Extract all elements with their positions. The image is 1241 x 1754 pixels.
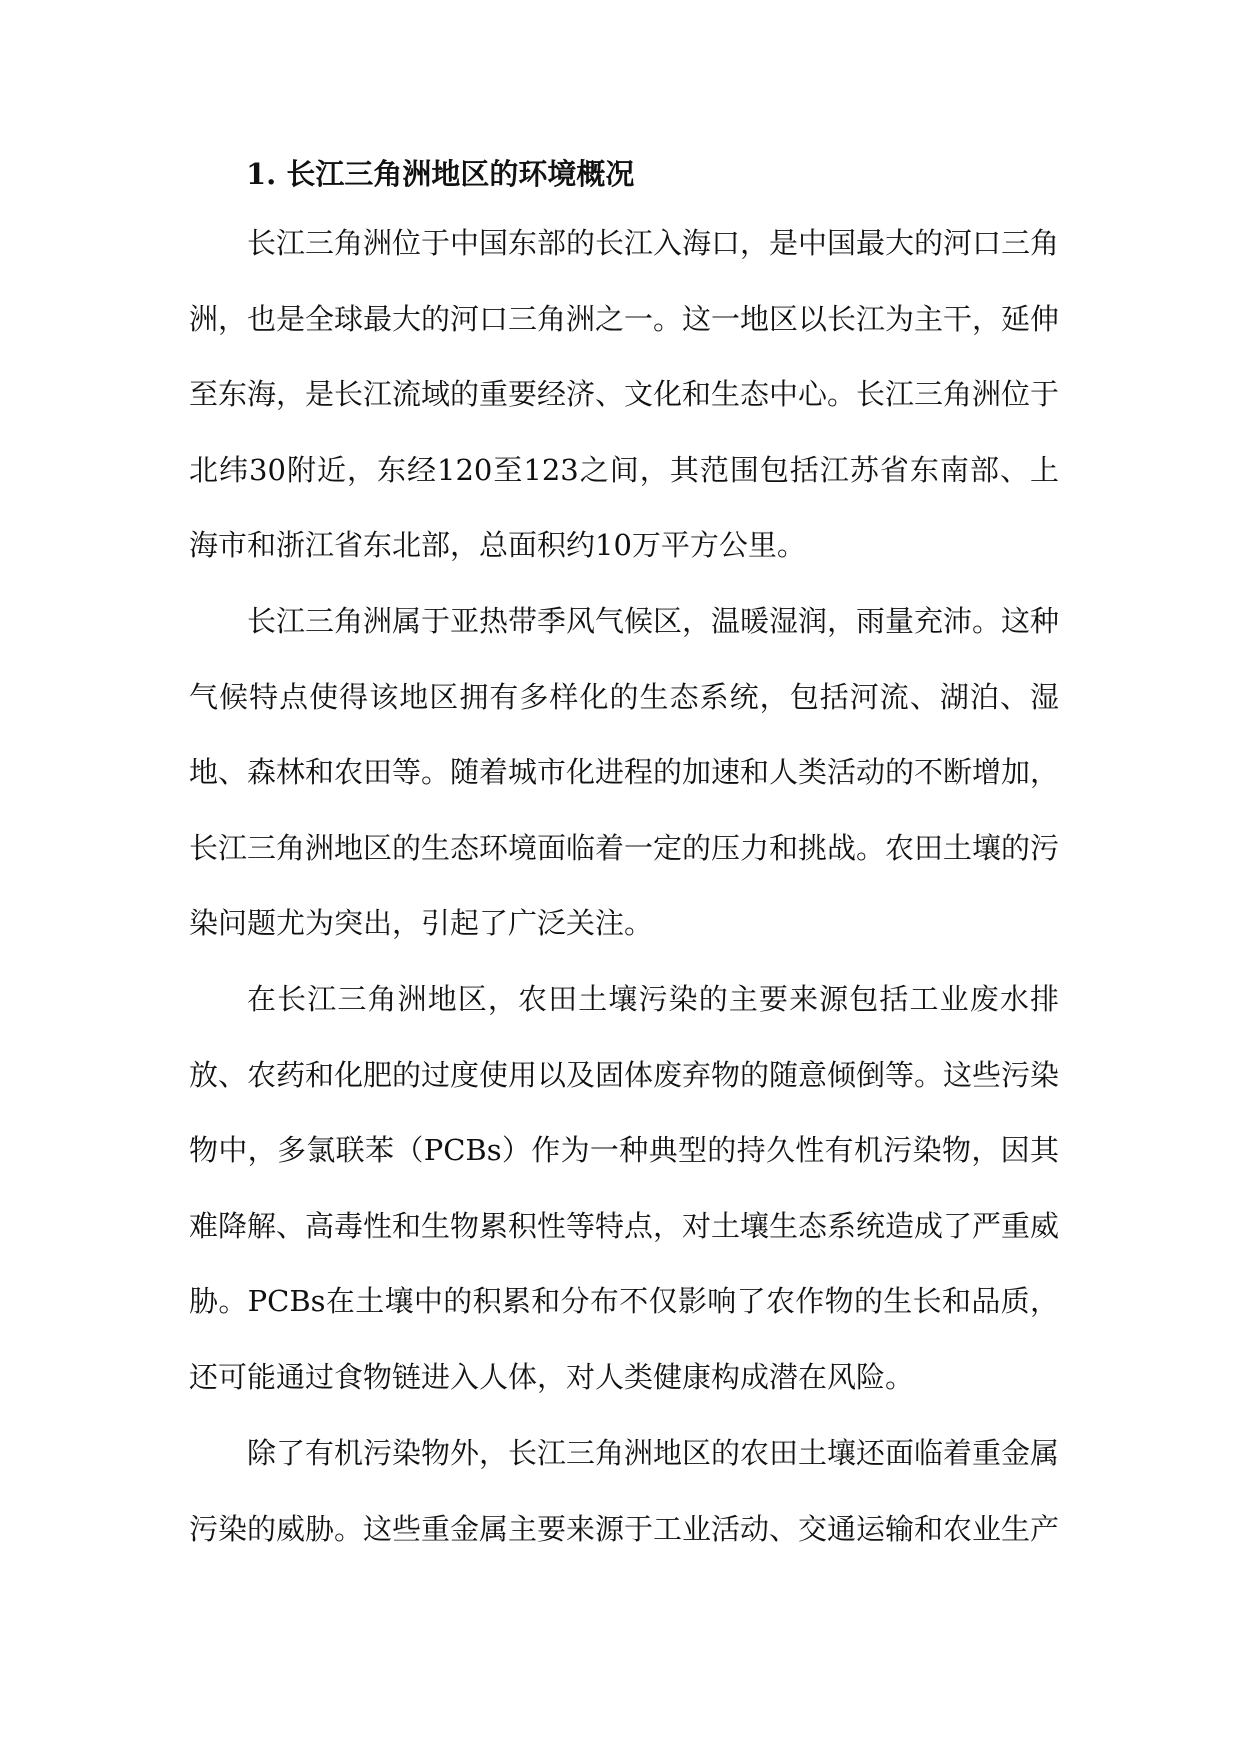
section-heading: 1. 长江三角洲地区的环境概况 — [246, 157, 635, 191]
paragraph-climate: 长江三角洲属于亚热带季风气候区，温暖湿润，雨量充沛。这种气候特点使得该地区拥有多样化的生态系统，包括河流、湖泊、湿地、森林和农田等。随着城市化进程的加速和人类活动的不断增加，长江三角洲地区的生态环境面临着一定的压力和挑战。农田土壤的污染问题尤为突出，引起了广泛关注。 — [189, 604, 1060, 941]
paragraph-pollution-sources: 在长江三角洲地区，农田土壤污染的主要来源包括工业废水排放、农药和化肥的过度使用以及固体废弃物的随意倾倒等。这些污染物中，多氯联苯（PCBs）作为一种典型的持久性有机污染物，因其难降解、高毒性和生物累积性等特点，对土壤生态系统造成了严重威胁。PCBs在土壤中的积累和分布不仅影响了农作物的生长和品质，还可能通过食物链进入人体，对人类健康构成潜在风险。 — [189, 982, 1060, 1394]
paragraph-location: 长江三角洲位于中国东部的长江入海口，是中国最大的河口三角洲，也是全球最大的河口三角洲之一。这一地区以长江为主干，延伸至东海，是长江流域的重要经济、文化和生态中心。长江三角洲位于北纬30附近，东经120至123之间，其范围包括江苏省东南部、上海市和浙江省东北部，总面积约10万平方公里。 — [189, 226, 1060, 563]
paragraph-heavy-metals: 除了有机污染物外，长江三角洲地区的农田土壤还面临着重金属污染的威胁。这些重金属主要来源于工业活动、交通运输和农业生产 — [189, 1436, 1060, 1546]
